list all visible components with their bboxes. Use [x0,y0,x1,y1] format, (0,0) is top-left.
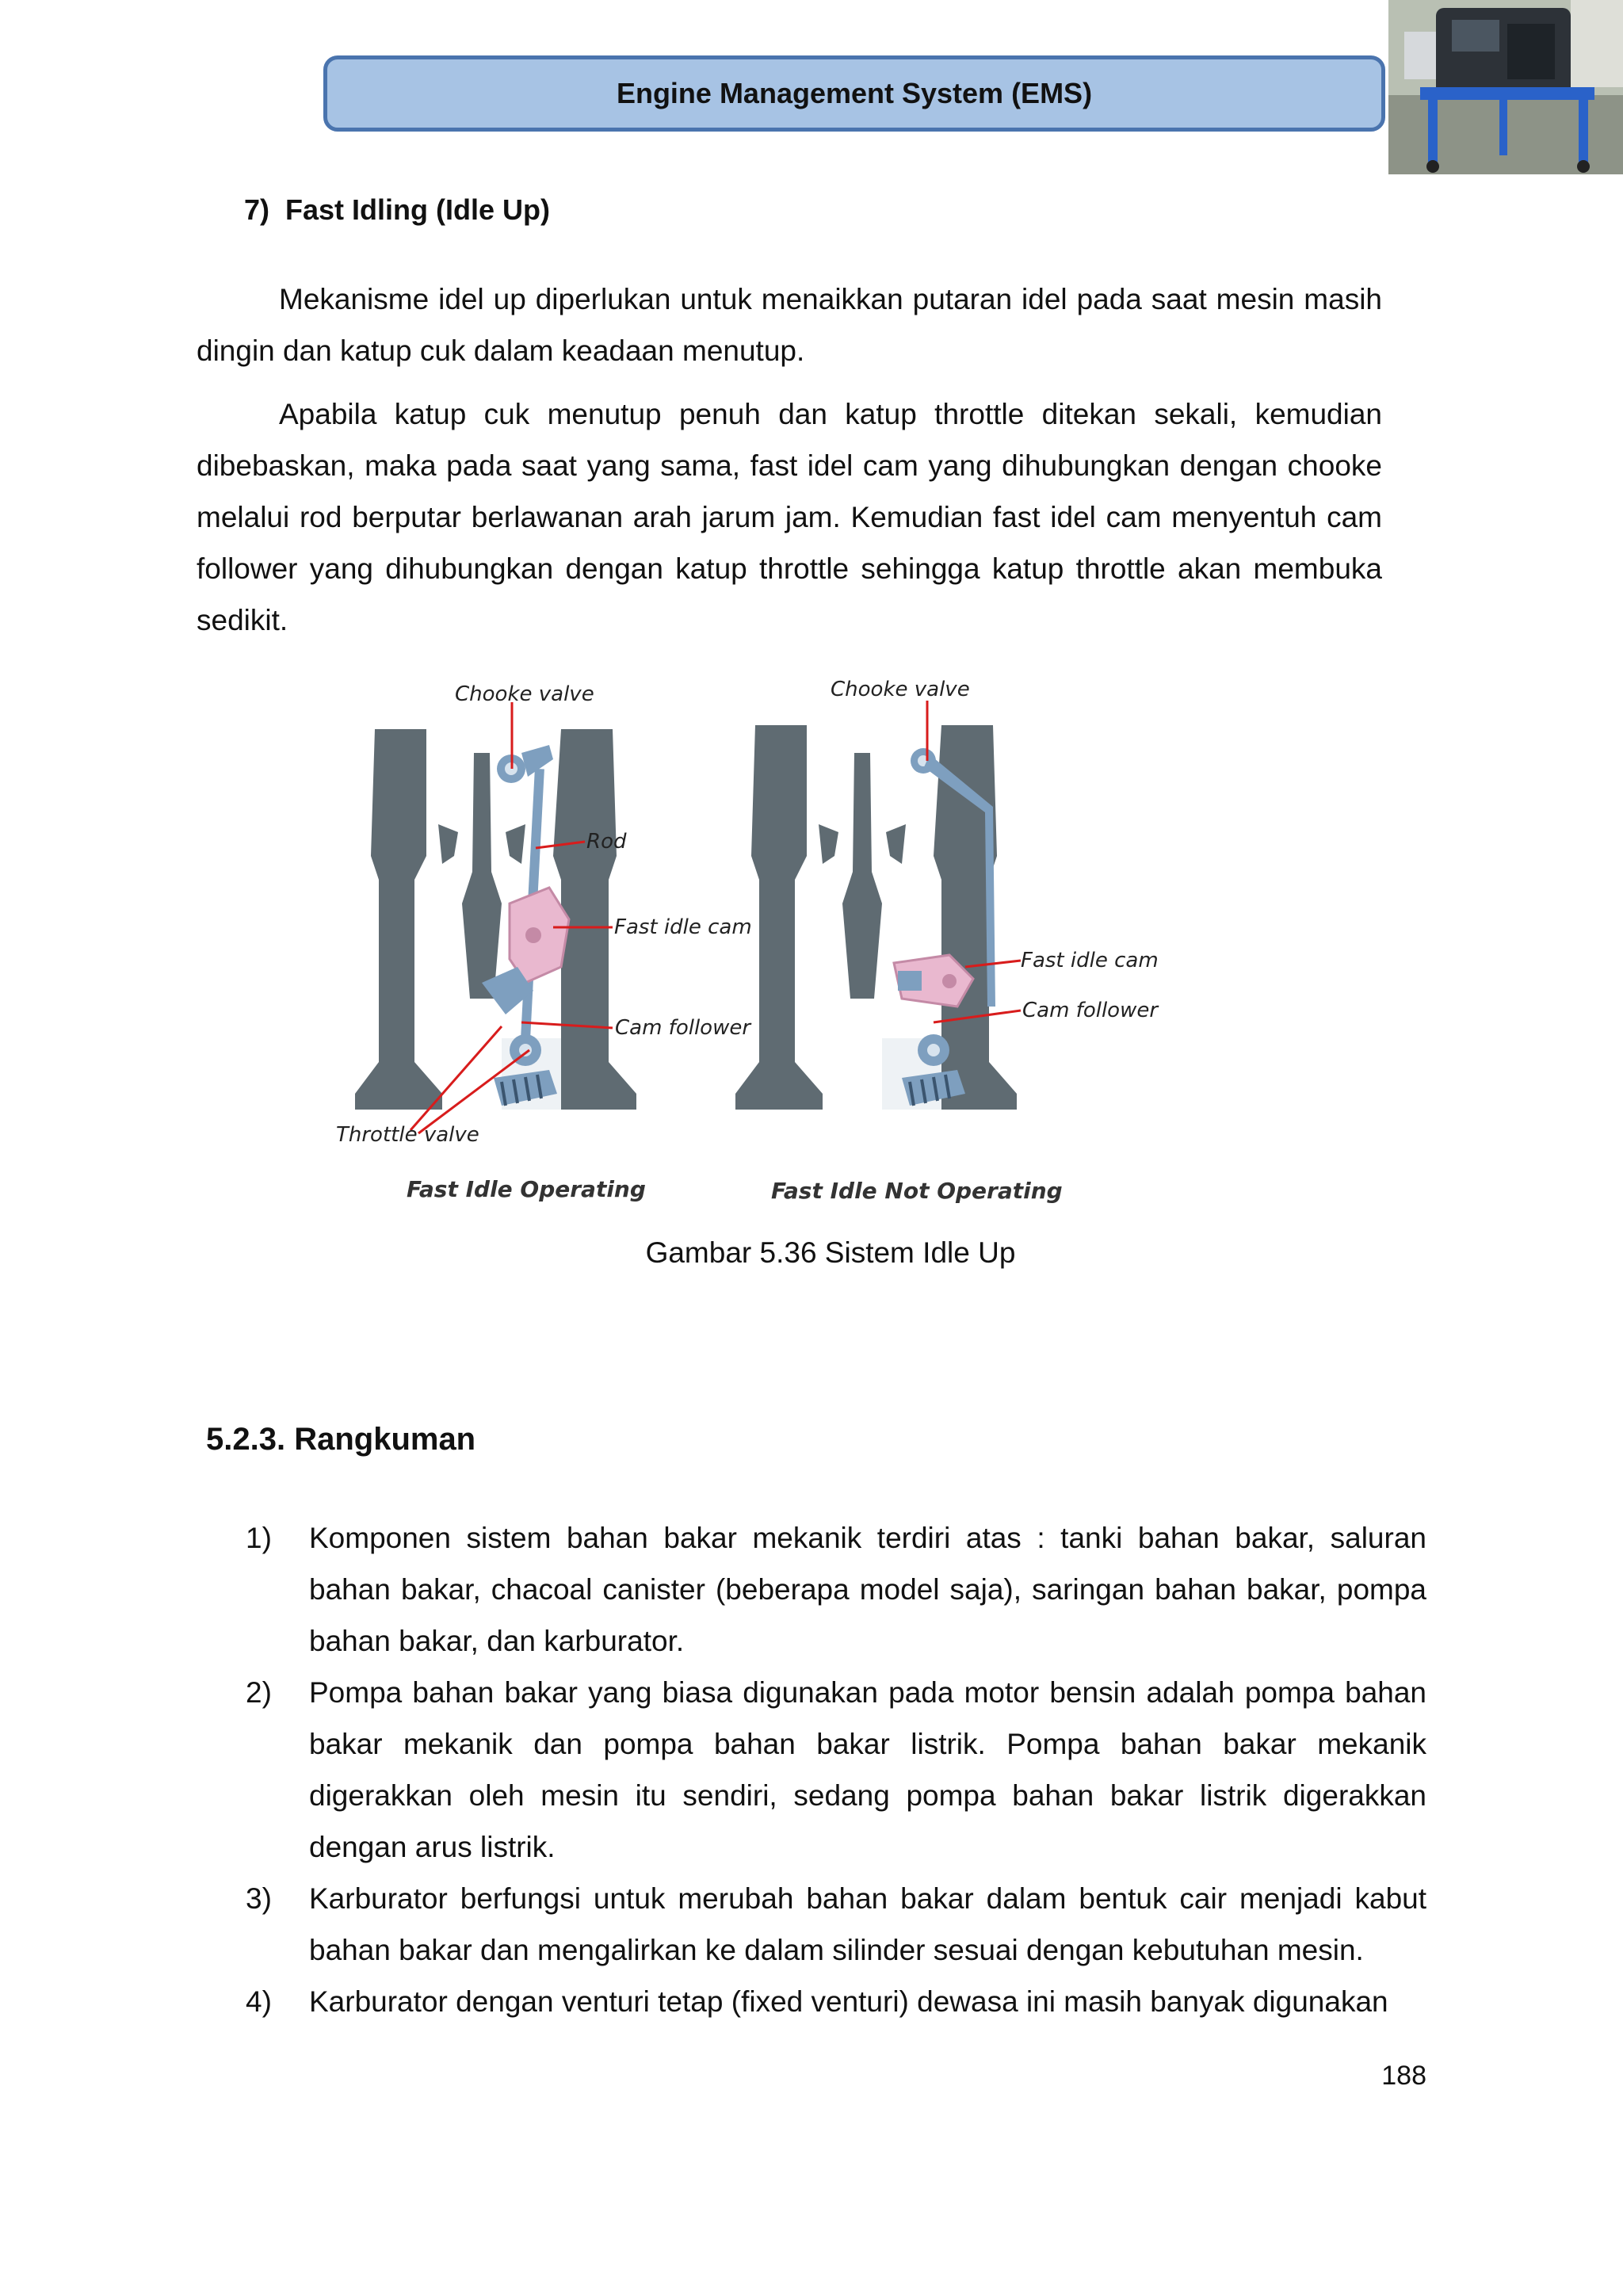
left-cam-follower-label: Cam follower [615,1016,751,1040]
header-title: Engine Management System (EMS) [616,77,1093,109]
summary-list [238,1512,1426,2027]
figure-caption: Gambar 5.36 Sistem Idle Up [645,1236,1016,1269]
list-item-text: Karburator dengan venturi tetap (fixed venturi) dewasa ini masih banyak digunakan [309,1985,1388,2018]
right-cam-follower-label: Cam follower [1022,999,1159,1022]
left-caption: Fast Idle Operating [407,1176,646,1202]
left-throttle-label: Throttle valve [336,1123,479,1147]
list-item [238,1667,1426,1873]
left-chooke-label: Chooke valve [455,682,594,706]
right-carburetor [735,725,1017,1110]
section-title: 7) Fast Idling (Idle Up) [244,193,550,226]
paragraph-1: Mekanisme idel up diperlukan untuk menaikkan putaran idel pada saat mesin masih dingin dan katup cuk dalam keadaan menutup. [197,283,1382,367]
idle-up-figure [323,666,1179,1221]
left-rod-label: Rod [586,830,627,854]
page-number: 188 [1381,2061,1426,2091]
right-fast-idle-cam-label: Fast idle cam [1021,949,1159,972]
paragraph-2: Apabila katup cuk menutup penuh dan katup throttle ditekan sekali, kemudian dibebaskan, maka pada saat yang sama, fast idel cam yang dihubungkan dengan chooke melalui rod berputar berlawanan arah jarum jam. Kemudian fast idel cam menyentuh cam follower yang dihubungkan dengan katup throttle sehingga katup throttle akan membuka sedikit. [197,398,1382,636]
list-item [238,1512,1426,1667]
list-item-text: Pompa bahan bakar yang biasa digunakan pada motor bensin adalah pompa bahan bakar mekanik dan pompa bahan bakar listrik. Pompa bahan bakar mekanik digerakkan oleh mesin itu sendiri, sedang pompa bahan bakar listrik digerakkan dengan arus listrik. [309,1676,1426,1863]
left-fast-idle-cam-label: Fast idle cam [614,915,752,939]
header-bar [323,55,1385,132]
list-item [238,1873,1426,1976]
summary-title: 5.2.3. Rangkuman [206,1422,476,1457]
list-item-text: Komponen sistem bahan bakar mekanik terdiri atas : tanki bahan bakar, saluran bahan bakar, chacoal canister (beberapa model saja), saringan bahan bakar, pompa bahan bakar, dan karburator. [309,1522,1426,1657]
list-item-number: 3) [246,1882,272,1915]
engine-photo-illustration [1388,0,1623,174]
right-chooke-label: Chooke valve [831,678,970,701]
list-item-number: 1) [246,1522,272,1554]
list-item-text: Karburator berfungsi untuk merubah bahan bakar dalam bentuk cair menjadi kabut bahan bakar dan mengalirkan ke dalam silinder sesuai dengan kebutuhan mesin. [309,1882,1426,1966]
engine-stand-photo [1388,0,1623,174]
list-item-number: 2) [246,1676,272,1709]
right-caption: Fast Idle Not Operating [771,1178,1063,1204]
left-carburetor [355,729,636,1110]
idle-up-diagram [323,666,1179,1221]
list-item [238,1976,1426,2027]
list-item-number: 4) [246,1985,272,2018]
